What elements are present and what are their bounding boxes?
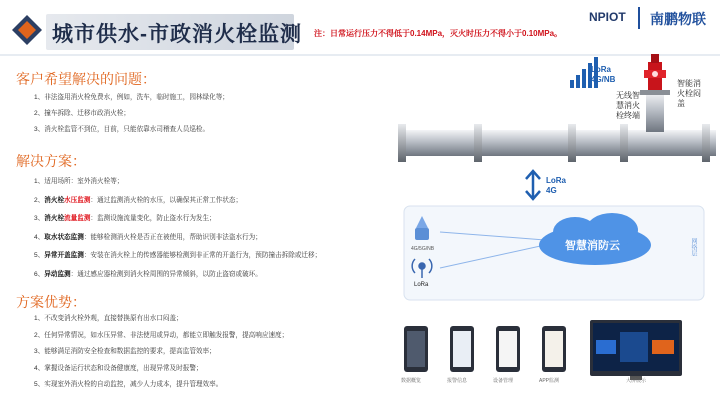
system-diagram [390,40,720,400]
list-item: 2、任何异常情况，如水压异常、非法使用或异动，都能立即触发报警，提高响应速度； [34,331,289,339]
app-screens [404,320,682,380]
network-layer-label: 网络层 [690,238,696,256]
list-item: 2、撞车拆除、迁移市政消火栓； [34,110,130,117]
title-logo-icon [11,14,43,46]
list-item: 5、异常开盖监测：安装在消火栓上的传感器能够检测到非正常的开盖行为，预防撞击拆除或迁移； [34,252,322,259]
app-label: 设备管理 [493,378,514,384]
list-item: 1、不改变消火栓外观，直接替换原有出水口闷盖； [34,315,183,322]
signal-label-top: LoRa 4G/NB [591,65,616,84]
solution-list [34,173,321,284]
app-label: 数据概览 [401,378,422,384]
section-solution-heading: 解决方案： [16,153,86,169]
signal-label-mid: LoRa 4G [546,176,566,195]
link-arrow-icon [526,171,540,199]
list-item: 1、非法盗用消火栓免费水，例如，洗车，临时施工，园林绿化等； [34,94,229,101]
list-item: 6、异动监测：通过感应器检测到消火栓周围的异常倾斜，以防止盗窃或破坏。 [34,270,262,278]
brand-divider [638,7,640,29]
advantages-list [34,311,288,394]
water-pipe [398,124,716,162]
node-label-4g: 4G/5G/NB [411,246,435,252]
brand-logo: NPIOT [589,10,626,24]
list-item: 3、消火栓流量监测：监测设施流量变化，防止盗水行为发生； [34,215,216,222]
app-label: 报警信息 [447,378,468,384]
app-label: APP监测 [539,378,560,384]
page-title: 城市供水-市政消火栓监测 [52,23,302,46]
section-advantages-heading: 方案优势： [16,294,86,310]
list-item: 2、消火栓水压监测：通过监测消火栓的水压，以确保其正常工作状态； [34,196,243,204]
node-label-lora: LoRa [414,282,429,288]
list-item: 3、消火栓监管不到位，目前，只能依靠水司稽查人员巡检。 [34,126,210,133]
list-item: 4、掌握设备运行状态和设备健康度，出现异常及时报警； [34,364,203,372]
pressure-note: 注：日常运行压力不得低于0.14MPa，灭火时压力不得小于0.10MPa。 [314,29,563,38]
list-item: 1、适用场所：室外消火栓等； [34,178,124,185]
cloud-label: 智慧消防云 [565,240,620,252]
list-item: 4、取水状态监测：能够检测消火栓是否正在被使用，帮助识别非法盗水行为； [34,233,262,241]
list-item: 3、能够满足消防安全检查和数据监控的要求，提高监管效率； [34,348,216,355]
hydrant-icon [640,54,670,132]
problems-list [34,90,229,138]
brand-name: 南鹏物联 [650,11,706,27]
terminal-label: 无线智 慧消火 栓终端 [616,91,640,120]
section-problems-heading: 客户希望解决的问题： [16,71,156,87]
list-item: 5、实现室外消火栓的自动监控，减少人力成本，提升管理效率。 [34,381,223,388]
app-label: 大屏展示 [626,378,647,384]
hydrant-cap-label: 智能消 火栓闷 盖 [677,79,701,108]
